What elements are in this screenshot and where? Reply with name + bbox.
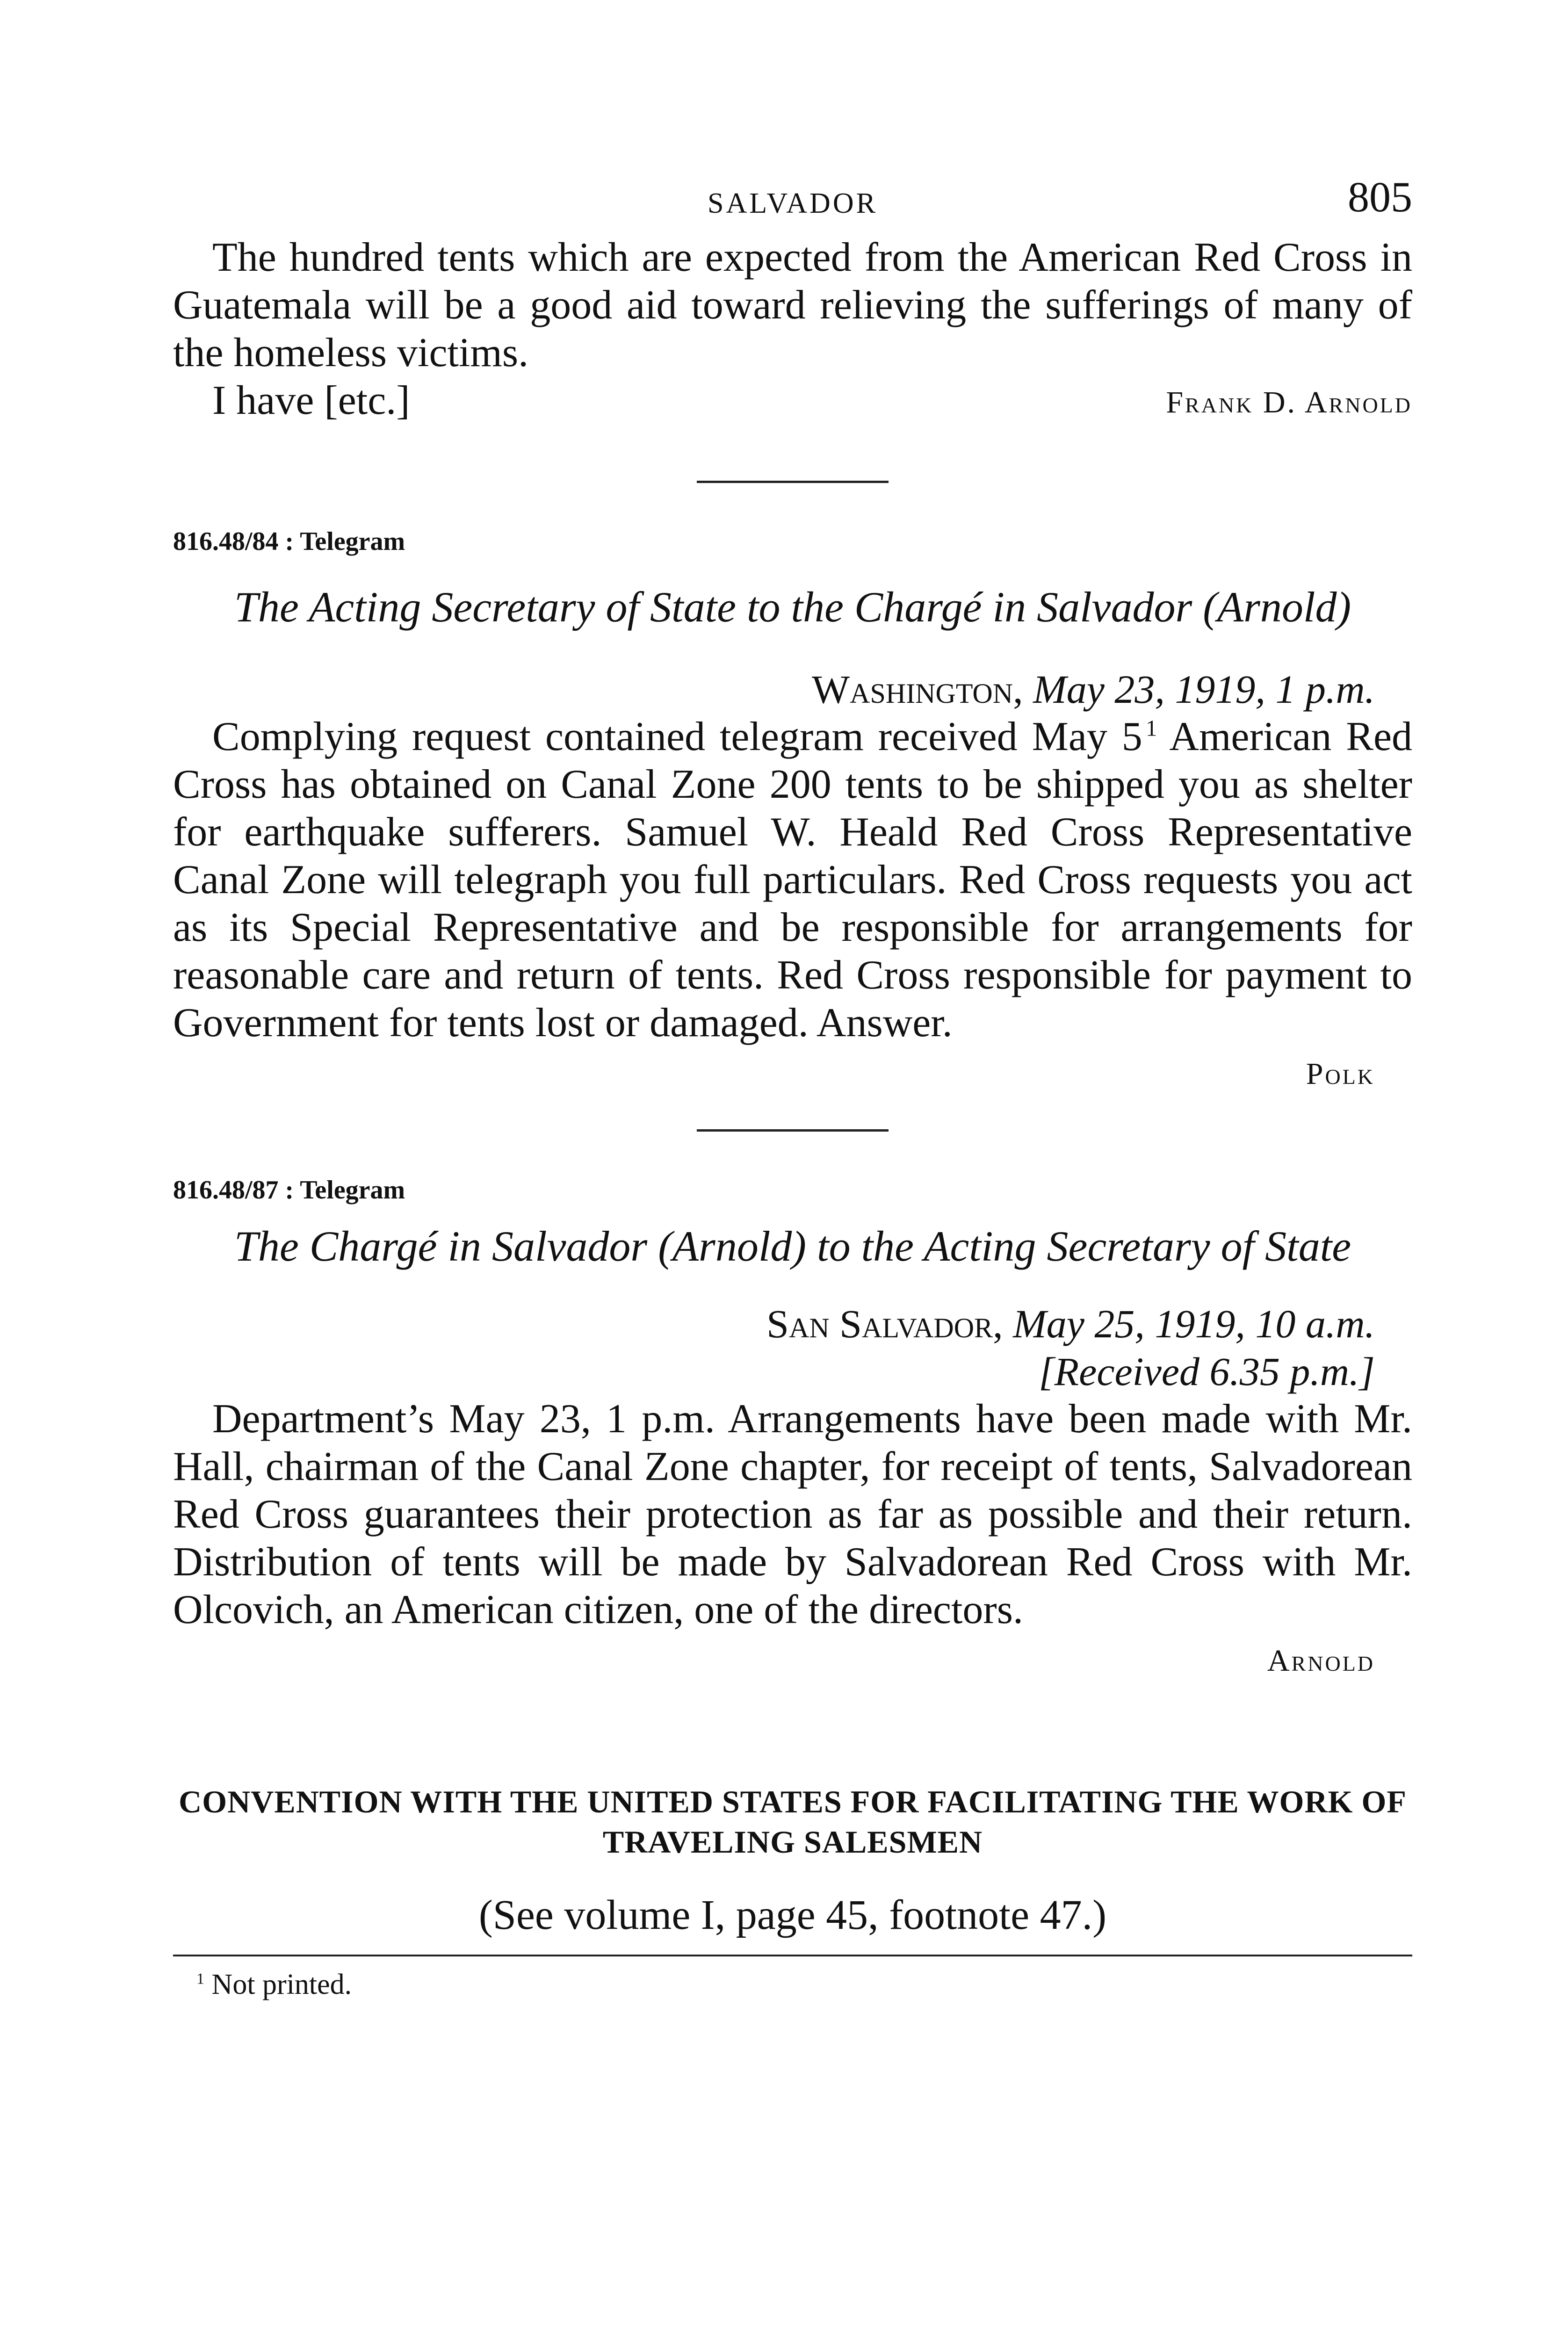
doc2-footnote-marker: 1 <box>1146 716 1157 741</box>
doc2-signature: Polk <box>1306 1057 1375 1091</box>
doc2-dateline <box>173 665 1412 713</box>
footnote <box>173 1966 1412 2003</box>
doc2-date: May 23, 1919, 1 p.m. <box>1033 667 1375 712</box>
doc1-closing-line <box>173 377 1412 425</box>
footnote-text: Not printed. <box>211 1969 352 2000</box>
doc3-file-ref: 816.48/87 : Telegram <box>173 1176 405 1205</box>
section-heading: CONVENTION WITH THE UNITED STATES FOR FACILITATING THE WORK OF TRAVELING SALESMEN <box>179 1784 1407 1860</box>
doc2-body <box>173 713 1412 1047</box>
doc3-signature: Arnold <box>1267 1644 1375 1678</box>
page-number: 805 <box>1348 173 1412 221</box>
section-see-also: (See volume I, page 45, footnote 47.) <box>478 1892 1107 1938</box>
doc3-date: May 25, 1919, 10 a.m. <box>1013 1301 1375 1346</box>
footnote-marker: 1 <box>196 1970 205 1988</box>
running-head: SALVADOR <box>708 188 878 219</box>
doc2-file-ref: 816.48/84 : Telegram <box>173 527 405 556</box>
doc1-signature: Frank D. Arnold <box>1166 385 1412 419</box>
doc3-dateline <box>173 1300 1412 1348</box>
doc3-place: San Salvador, <box>766 1301 1003 1346</box>
document-page <box>173 168 1412 2003</box>
doc3-received: [Received 6.35 p.m.] <box>1039 1349 1375 1394</box>
doc3-title: The Chargé in Salvador (Arnold) to the Acting Secretary of State <box>234 1222 1351 1270</box>
doc2-title: The Acting Secretary of State to the Chargé in Salvador (Arnold) <box>234 583 1351 631</box>
doc1-paragraph <box>173 234 1412 377</box>
doc1-paragraph-text: The hundred tents which are expected from the American Red Cross in Guatemala will be a good aid toward relieving the sufferings of many of the homeless victims. <box>173 235 1412 375</box>
doc1-closing: I have [etc.] <box>212 378 410 423</box>
doc3-body: Department’s May 23, 1 p.m. Arrangements have been made with Mr. Hall, chairman of the Canal Zone chapter, for receipt of tents, Salvadorean Red Cross guarantees their protection as far as possible and their return. Distribution of tents will be made by Salvadorean Red Cross with Mr. Olcovich, an American citizen, one of the directors. <box>173 1396 1412 1632</box>
doc2-body-start: Complying request contained telegram received May 5 <box>212 714 1142 759</box>
page-header <box>173 168 1412 234</box>
doc2-place: Washington, <box>812 667 1023 712</box>
doc2-body-rest: American Red Cross has obtained on Canal Zone 200 tents to be shipped you as shelter for earthquake sufferers. Samuel W. Heald Red Cross Representative Canal Zone will telegraph you full particulars. Red Cross requests you act as its Special Representative and be responsible for arrangements for reasonable care and return of tents. Red Cross responsible for payment to Government for tents lost or damaged. Answer. <box>173 714 1412 1046</box>
